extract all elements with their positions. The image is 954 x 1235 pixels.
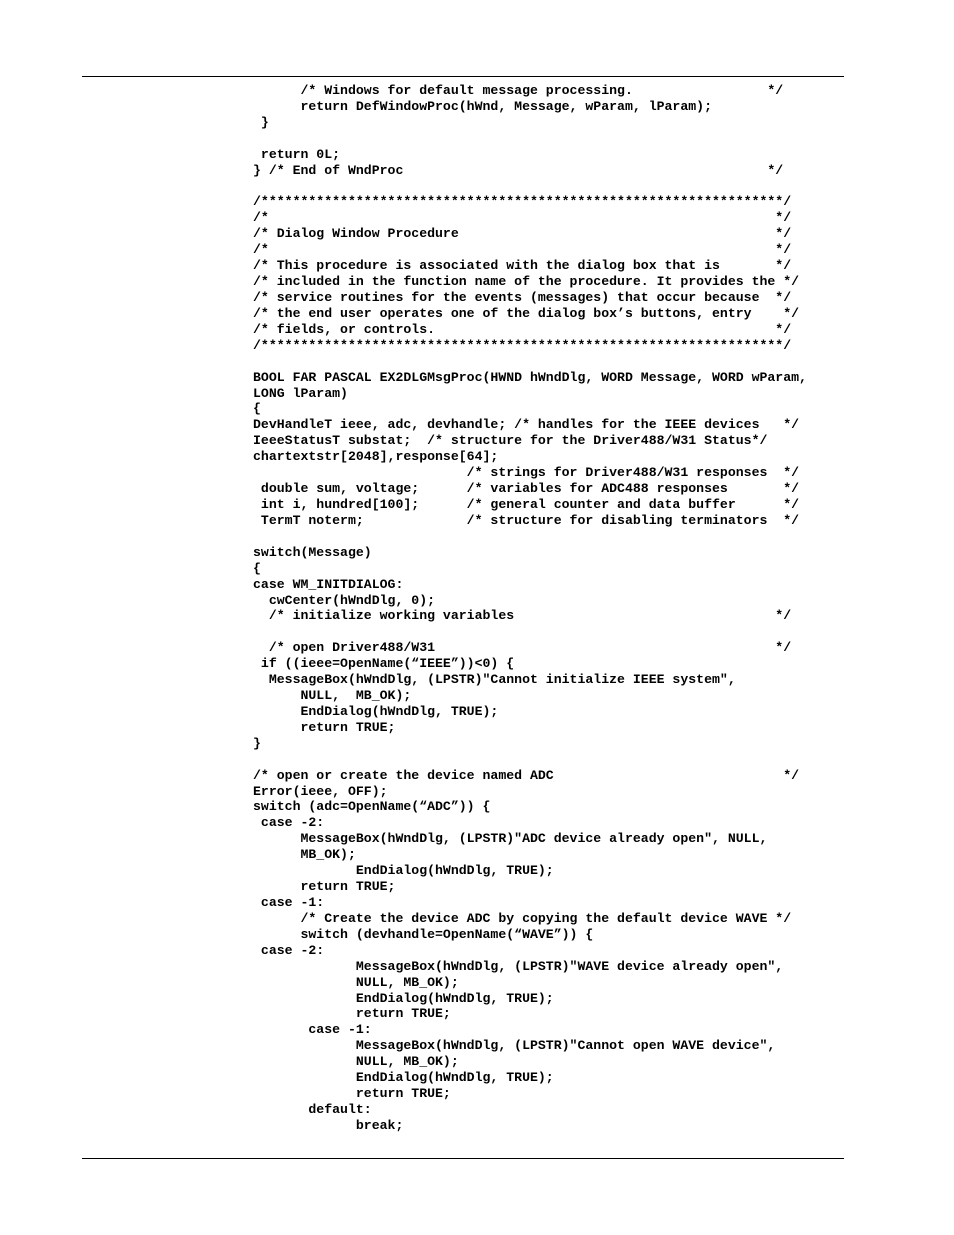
code-line: /* Dialog Window Procedure */ [253, 226, 792, 242]
code-line: { [253, 401, 261, 417]
code-line: case -1: [253, 1022, 372, 1038]
code-line: /* open or create the device named ADC */ [253, 767, 800, 783]
code-line: case WM_INITDIALOG: [253, 576, 404, 592]
code-line: Error(ieee, OFF); [253, 783, 388, 799]
code-line: EndDialog(hWndDlg, TRUE); [253, 863, 554, 879]
code-line: return DefWindowProc(hWnd, Message, wParam, lParam); [253, 98, 712, 114]
code-line: EndDialog(hWndDlg, TRUE); [253, 990, 554, 1006]
code-line: { [253, 560, 261, 576]
code-line: /******************************************************************/ [253, 337, 792, 353]
code-line: switch(Message) [253, 544, 372, 560]
code-line [253, 354, 807, 370]
code-line [253, 529, 807, 545]
code-line: chartextstr[2048],response[64]; [253, 449, 499, 465]
code-line: NULL, MB_OK); [253, 974, 459, 990]
code-line: if ((ieee=OpenName(“IEEE”))<0) { [253, 656, 515, 672]
code-line: DevHandleT ieee, adc, devhandle; /* handles for the IEEE devices */ [253, 417, 800, 433]
code-line: return TRUE; [253, 1006, 451, 1022]
code-line: EndDialog(hWndDlg, TRUE); [253, 703, 499, 719]
code-line: int i, hundred[100]; /* general counter and data buffer */ [253, 496, 800, 512]
code-line: switch (devhandle=OpenName(“WAVE”)) { [253, 926, 594, 942]
code-line: /* included in the function name of the procedure. It provides the */ [253, 274, 800, 290]
code-line: /* service routines for the events (messages) that occur because */ [253, 289, 792, 305]
code-line: } [253, 735, 261, 751]
code-listing [253, 83, 807, 1134]
code-line: /* initialize working variables */ [253, 608, 792, 624]
code-line: double sum, voltage; /* variables for ADC488 responses */ [253, 481, 800, 497]
code-line: case -2: [253, 815, 325, 831]
code-line: /* */ [253, 210, 792, 226]
code-line: } [253, 114, 269, 130]
code-line [253, 752, 807, 768]
code-line [253, 179, 807, 195]
code-line: EndDialog(hWndDlg, TRUE); [253, 1070, 554, 1086]
code-line: /* This procedure is associated with the dialog box that is */ [253, 258, 792, 274]
code-line: MB_OK); [253, 847, 356, 863]
code-line: NULL, MB_OK); [253, 1054, 459, 1070]
code-line: /* open Driver488/W31 */ [253, 640, 792, 656]
code-line: /* */ [253, 242, 792, 258]
code-line: return TRUE; [253, 719, 396, 735]
code-line [253, 131, 807, 147]
code-line: cwCenter(hWndDlg, 0); [253, 592, 436, 608]
code-line: /* Windows for default message processing. */ [253, 83, 784, 98]
code-line: default: [253, 1102, 372, 1117]
code-line: NULL, MB_OK); [253, 688, 412, 704]
code-line: case -2: [253, 942, 325, 958]
code-line: } /* End of WndProc */ [253, 162, 784, 178]
code-line: BOOL FAR PASCAL EX2DLGMsgProc(HWND hWndDlg, WORD Message, WORD wParam, [253, 369, 807, 385]
footer-rule [82, 1158, 844, 1159]
code-line: break; [253, 1117, 404, 1133]
code-line: /******************************************************************/ [253, 194, 792, 210]
code-line: MessageBox(hWndDlg, (LPSTR)"WAVE device already open", [253, 958, 784, 974]
code-line: MessageBox(hWndDlg, (LPSTR)"Cannot open WAVE device", [253, 1038, 776, 1054]
code-line: return TRUE; [253, 879, 396, 895]
header-rule [82, 76, 844, 77]
code-line: TermT noterm; /* structure for disabling terminators */ [253, 512, 800, 528]
code-line: /* Create the device ADC by copying the default device WAVE */ [253, 910, 792, 926]
code-line: MessageBox(hWndDlg, (LPSTR)"ADC device already open", NULL, [253, 831, 768, 847]
code-line: return 0L; [253, 146, 341, 162]
code-line: /* fields, or controls. */ [253, 321, 792, 337]
code-line: switch (adc=OpenName(“ADC”)) { [253, 799, 491, 815]
code-line: LONG lParam) [253, 385, 348, 401]
code-line: /* the end user operates one of the dialog box’s buttons, entry */ [253, 305, 800, 321]
code-line [253, 624, 807, 640]
code-line: IeeeStatusT substat; /* structure for the Driver488/W31 Status*/ [253, 433, 768, 449]
code-line: MessageBox(hWndDlg, (LPSTR)"Cannot initialize IEEE system", [253, 672, 736, 688]
code-line: return TRUE; [253, 1086, 451, 1102]
code-line: /* strings for Driver488/W31 responses */ [253, 465, 800, 481]
code-line: case -1: [253, 895, 325, 911]
